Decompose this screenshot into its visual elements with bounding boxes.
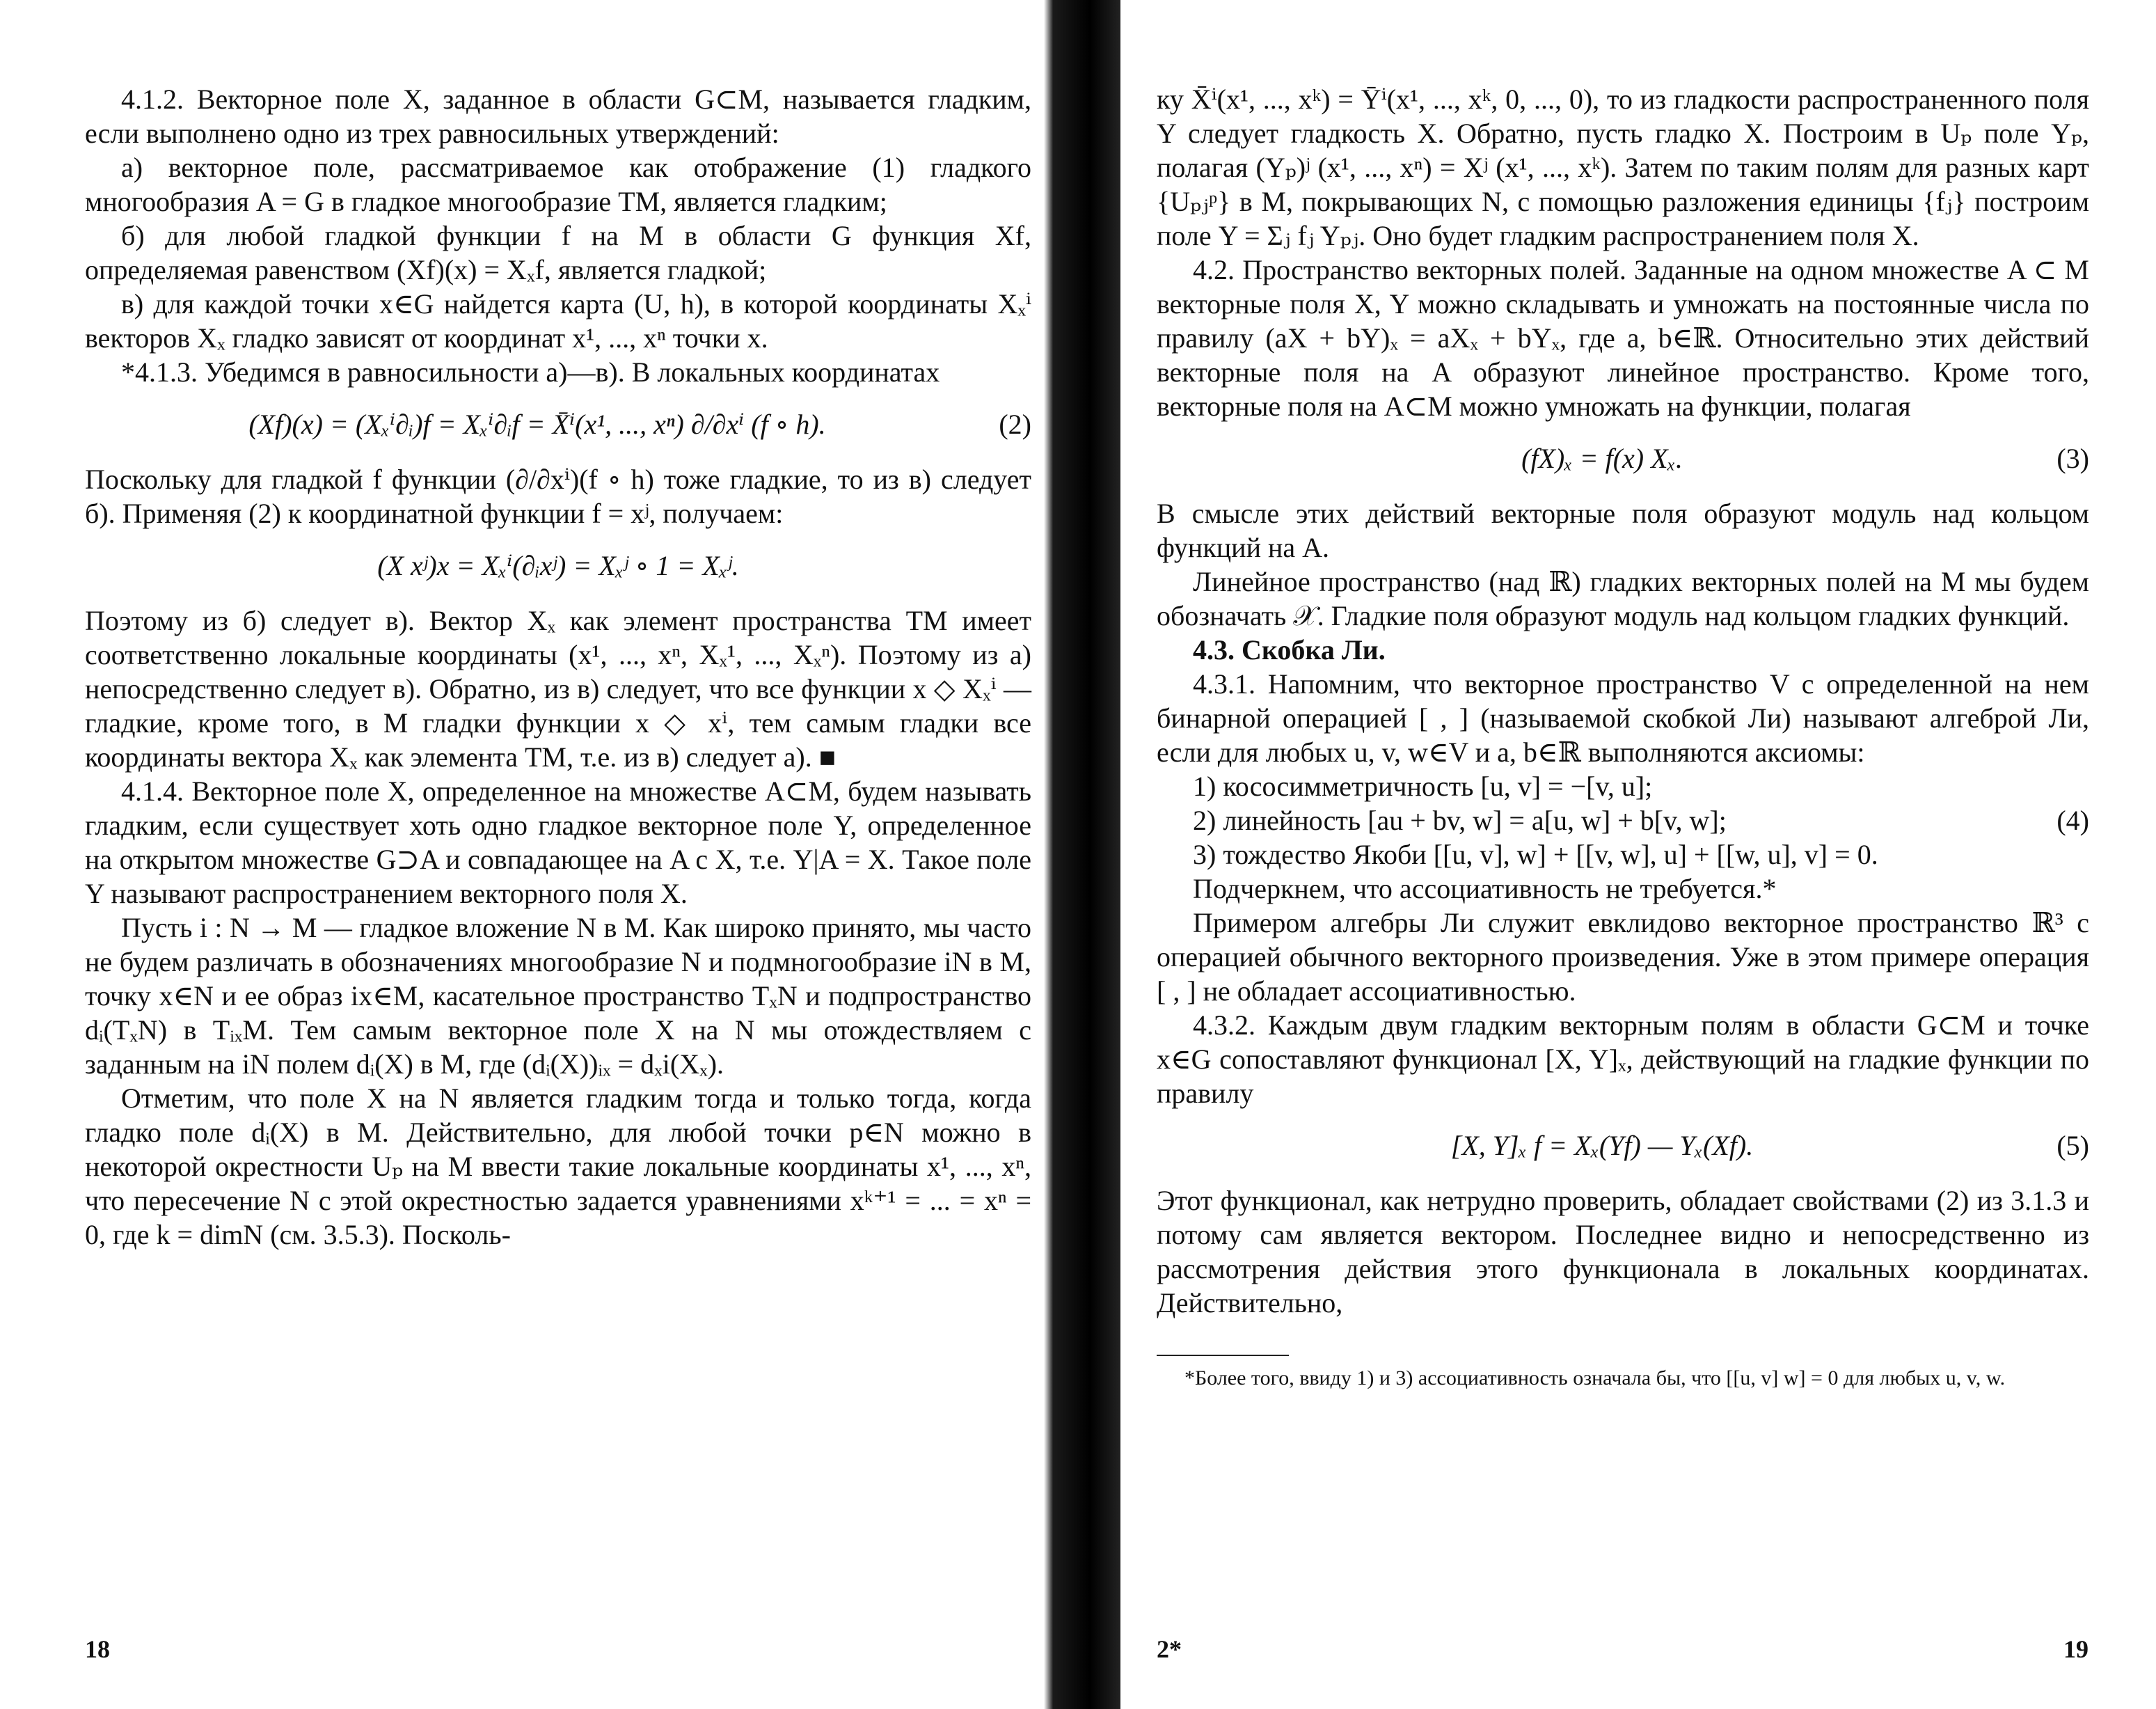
statement-b: б) для любой гладкой функции f на M в области G функция Xf, определяемая равенством (Xf)(x) = Xₓf, является гладкой; bbox=[85, 220, 1031, 285]
axiom-1: 1) кососимметричность [u, v] = −[v, u]; bbox=[1193, 771, 1653, 802]
formula-2 bbox=[85, 407, 1031, 441]
formula-3-number: (3) bbox=[2056, 443, 2089, 474]
paragraph-continuation: ку X̄ⁱ(x¹, ..., xᵏ) = Ȳⁱ(x¹, ..., xᵏ, 0, ..., 0), то из гладкости распространенного поля Y следует гладкость X. Обратно, пусть гладко X. Построим в Uₚ поле Yₚ, полагая (Yₚ)ʲ (x¹, ..., xⁿ) = Xʲ (x¹, ..., xᵏ). Затем по таким полям для разных карт {Uₚⱼᵖ} в M, покрывающих N, с помощью разложения единицы {fⱼ} построим поле Y = Σⱼ fⱼ Yₚⱼ. Оно будет гладким распространением поля X. bbox=[1157, 84, 2089, 251]
axiom-2: 2) линейность [au + bv, w] = a[u, w] + b[v, w]; bbox=[1193, 805, 1727, 836]
definition-4-1-2: 4.1.2. Векторное поле X, заданное в области G⊂M, называется гладким, если выполнено одно из трех равносильных утверждений: bbox=[85, 84, 1031, 149]
paragraph-embedding: Пусть i : N → M — гладкое вложение N в M. Как широко принято, мы часто не будем различать в обозначениях многообразие N и подмногообразие iN в M, точку x∈N и ее образ ix∈M, касательное пространство TₓN и подпространство dᵢ(TₓN) в TᵢₓM. Тем самым векторное поле X на N мы отождествляем с заданным на iN полем dᵢ(X) в M, где (dᵢ(X))ᵢₓ = dₓi(Xₓ). bbox=[85, 912, 1031, 1080]
paragraph-example: Примером алгебры Ли служит евклидово векторное пространство ℝ³ с операцией обычного векторного произведения. Уже в этом примере операция [ , ] не обладает ассоциативностью. bbox=[1157, 907, 2089, 1007]
page-number-left: 18 bbox=[85, 1635, 110, 1663]
left-page bbox=[0, 0, 1044, 1709]
formula-5 bbox=[1157, 1128, 2089, 1163]
formula-xj-expression: (X xʲ)x = Xₓⁱ(∂ᵢxʲ) = Xₓʲ ∘ 1 = Xₓʲ. bbox=[377, 550, 739, 581]
heading-4-3 bbox=[1157, 633, 2089, 667]
formula-xj bbox=[85, 549, 1031, 583]
heading-4-3-text: 4.3. Скобка Ли. bbox=[1193, 634, 1386, 666]
book-spine bbox=[1044, 0, 1120, 1709]
formula-5-number: (5) bbox=[2056, 1130, 2089, 1161]
section-4-1-4: 4.1.4. Векторное поле X, определенное на множестве A⊂M, будем называть гладким, если существует хоть одно гладкое векторное поле Y, определенное на открытом множестве G⊃A и совпадающее на A с X, т.е. Y|A = X. Такое поле Y называют распространением векторного поля X. bbox=[85, 775, 1031, 909]
section-4-3-2: 4.3.2. Каждым двум гладким векторным полям в области G⊂M и точке x∈G сопоставляют функционал [X, Y]ₓ, действующий на гладкие функции по правилу bbox=[1157, 1009, 2089, 1109]
paragraph-since: Поскольку для гладкой f функции (∂/∂xⁱ)(f ∘ h) тоже гладкие, то из в) следует б). Применяя (2) к координатной функции f = xʲ, получаем: bbox=[85, 464, 1031, 529]
formula-3 bbox=[1157, 441, 2089, 475]
right-text-column bbox=[1157, 82, 2089, 1392]
right-page bbox=[1120, 0, 2156, 1709]
paragraph-associativity: Подчеркнем, что ассоциативность не требуется.* bbox=[1193, 873, 1777, 904]
formula-2-expression: (Xf)(x) = (Xₓⁱ∂ᵢ)f = Xₓⁱ∂ᵢf = X̄ⁱ(x¹, ..., xⁿ) ∂/∂xⁱ (f ∘ h). bbox=[248, 409, 826, 440]
statement-a: а) векторное поле, рассматриваемое как отображение (1) гладкого многообразия A = G в гладкое многообразие TM, является гладким; bbox=[85, 152, 1031, 217]
footnote: *Более того, ввиду 1) и 3) ассоциативность означала бы, что [[u, v] w] = 0 для любых u, v, w. bbox=[1184, 1367, 2006, 1389]
left-text-column bbox=[85, 82, 1031, 1252]
section-4-2: 4.2. Пространство векторных полей. Заданные на одном множестве A ⊂ M векторные поля X, Y можно складывать и умножать на постоянные числа по правилу (aX + bY)ₓ = aXₓ + bYₓ, где a, b∈ℝ. Относительно этих действий векторные поля на A образуют линейное пространство. Кроме того, векторные поля на A⊂M можно умножать на функции, полагая bbox=[1157, 254, 2089, 422]
footnote-rule bbox=[1157, 1355, 1289, 1356]
paragraph-module: В смысле этих действий векторные поля образуют модуль над кольцом функций на A. bbox=[1157, 498, 2089, 563]
axiom-number-4: (4) bbox=[2056, 805, 2089, 836]
paragraph-functional: Этот функционал, как нетрудно проверить, обладает свойствами (2) из 3.1.3 и потому сам является вектором. Последнее видно и непосредственно из рассмотрения действия этого функционала в локальных координатах. Действительно, bbox=[1157, 1185, 2089, 1318]
paragraph-linear-space: Линейное пространство (над ℝ) гладких векторных полей на M мы будем обозначать 𝒳. Гладкие поля образуют модуль над кольцом гладких функций. bbox=[1157, 566, 2089, 631]
statement-c: в) для каждой точки x∈G найдется карта (U, h), в которой координаты Xₓⁱ векторов Xₓ гладко зависят от координат x¹, ..., xⁿ точки x. bbox=[85, 288, 1031, 354]
formula-5-expression: [X, Y]ₓ f = Xₓ(Yf) — Yₓ(Xf). bbox=[1450, 1130, 1754, 1161]
axiom-3: 3) тождество Якоби [[u, v], w] + [[v, w], u] + [[w, u], v] = 0. bbox=[1193, 839, 1878, 870]
page-number-right: 19 bbox=[2063, 1635, 2088, 1663]
section-4-3-1: 4.3.1. Напомним, что векторное пространство V с определенной на нем бинарной операцией [ , ] (называемой скобкой Ли) называют алгеброй Ли, если для любых u, v, w∈V и a, b∈ℝ выполняются аксиомы: bbox=[1157, 668, 2089, 768]
paragraph-therefore: Поэтому из б) следует в). Вектор Xₓ как элемент пространства TM имеет соответственно локальные координаты (x¹, ..., xⁿ, Xₓ¹, ..., Xₓⁿ). Поэтому из а) непосредственно следует в). Обратно, из в) следует, что все функции x ◇ Xₓⁱ — гладкие, кроме того, в M гладки функции x ◇ xⁱ, тем самым гладки все координаты вектора Xₓ как элемента TM, т.е. из в) следует а). ■ bbox=[85, 605, 1031, 773]
section-4-1-3: *4.1.3. Убедимся в равносильности а)—в). В локальных координатах bbox=[121, 356, 940, 388]
formula-3-expression: (fX)ₓ = f(x) Xₓ. bbox=[1521, 443, 1683, 474]
signature-mark: 2* bbox=[1157, 1635, 1182, 1663]
paragraph-note: Отметим, что поле X на N является гладким тогда и только тогда, когда гладко поле dᵢ(X) в M. Действительно, для любой точки p∈N можно в некоторой окрестности Uₚ на M ввести такие локальные координаты x¹, ..., xⁿ, что пересечение N с этой окрестностью задается уравнениями xᵏ⁺¹ = ... = xⁿ = 0, где k = dimN (см. 3.5.3). Посколь- bbox=[85, 1082, 1031, 1250]
axiom-2-row bbox=[1157, 803, 2089, 837]
formula-2-number: (2) bbox=[999, 409, 1031, 440]
